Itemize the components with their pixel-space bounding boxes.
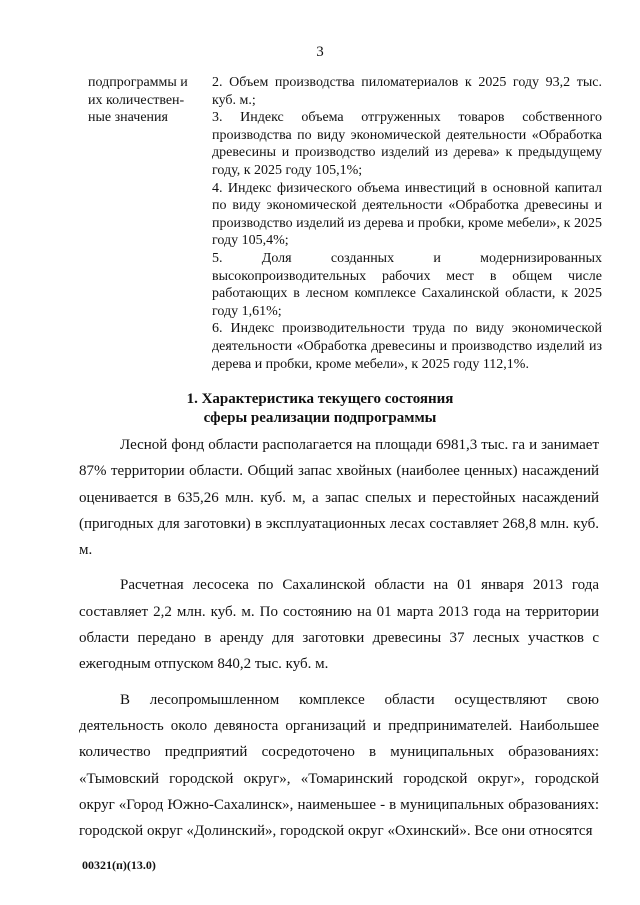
footer-code: 00321(п)(13.0)	[82, 858, 156, 872]
section-heading	[0, 390, 640, 428]
indicator-item: 6. Индекс производительности труда по виду экономической деятельности «Обработка древесины и производство изделий из дерева и пробки, кроме мебели», к 2025 году 112,1%.	[212, 321, 602, 372]
section-body	[79, 432, 599, 853]
page-number: 3	[316, 44, 324, 60]
indicator-item: 3. Индекс объема отгруженных товаров собственного производства по виду экономической деятельности «Обработка древесины и производство изделий из дерева» к предыдущему году, к 2025 году 105,1%;	[212, 110, 602, 178]
indicators-label-line: ные значения	[88, 110, 168, 126]
paragraph: В лесопромышленном комплексе области осуществляют свою деятельность около девяноста организаций и предпринимателей. Наибольшее количество предприятий сосредоточено в муниципальных образованиях: «Тымовский городской округ», «Томаринский городской округ», городской округ «Город Южно-Сахалинск», наименьшее - в муниципальных образованиях: городской округ «Долинский», городской округ «Охинский». Все они относятся	[79, 691, 599, 840]
indicators-list	[212, 74, 602, 373]
indicator-item: 4. Индекс физического объема инвестиций в основной капитал по виду экономической деятельности «Обработка древесины и производство изделий из дерева и пробки, кроме мебели», к 2025 году 105,4%;	[212, 180, 602, 249]
indicators-label-line: подпрограммы и	[88, 75, 188, 90]
section-heading-line: сферы реализации подпрограммы	[203, 410, 437, 426]
section-heading-line: 1. Характеристика текущего состояния	[186, 391, 454, 407]
paragraph: Расчетная лесосека по Сахалинской области на 01 января 2013 года составляет 2,2 млн. куб. м. По состоянию на 01 марта 2013 года на территории области передано в аренду для заготовки древесины 37 лесных участков с ежегодным отпуском 840,2 тыс. куб. м.	[79, 577, 599, 673]
indicator-item: 2. Объем производства пиломатериалов к 2025 году 93,2 тыс. куб. м.;	[212, 75, 602, 108]
indicators-label-line: их количествен-	[88, 92, 185, 108]
indicators-label	[88, 74, 206, 127]
indicator-item: 5. Доля созданных и модернизированных высокопроизводительных рабочих мест в общем числе работающих в лесном комплексе Сахалинской области, к 2025 году 1,61%;	[212, 250, 602, 319]
paragraph: Лесной фонд области располагается на площади 6981,3 тыс. га и занимает 87% территории области. Общий запас хвойных (наиболее ценных) насаждений оценивается в 635,26 млн. куб. м, а запас спелых и перестойных насаждений (пригодных для заготовки) в эксплуатационных лесах составляет 268,8 млн. куб. м.	[79, 437, 599, 559]
